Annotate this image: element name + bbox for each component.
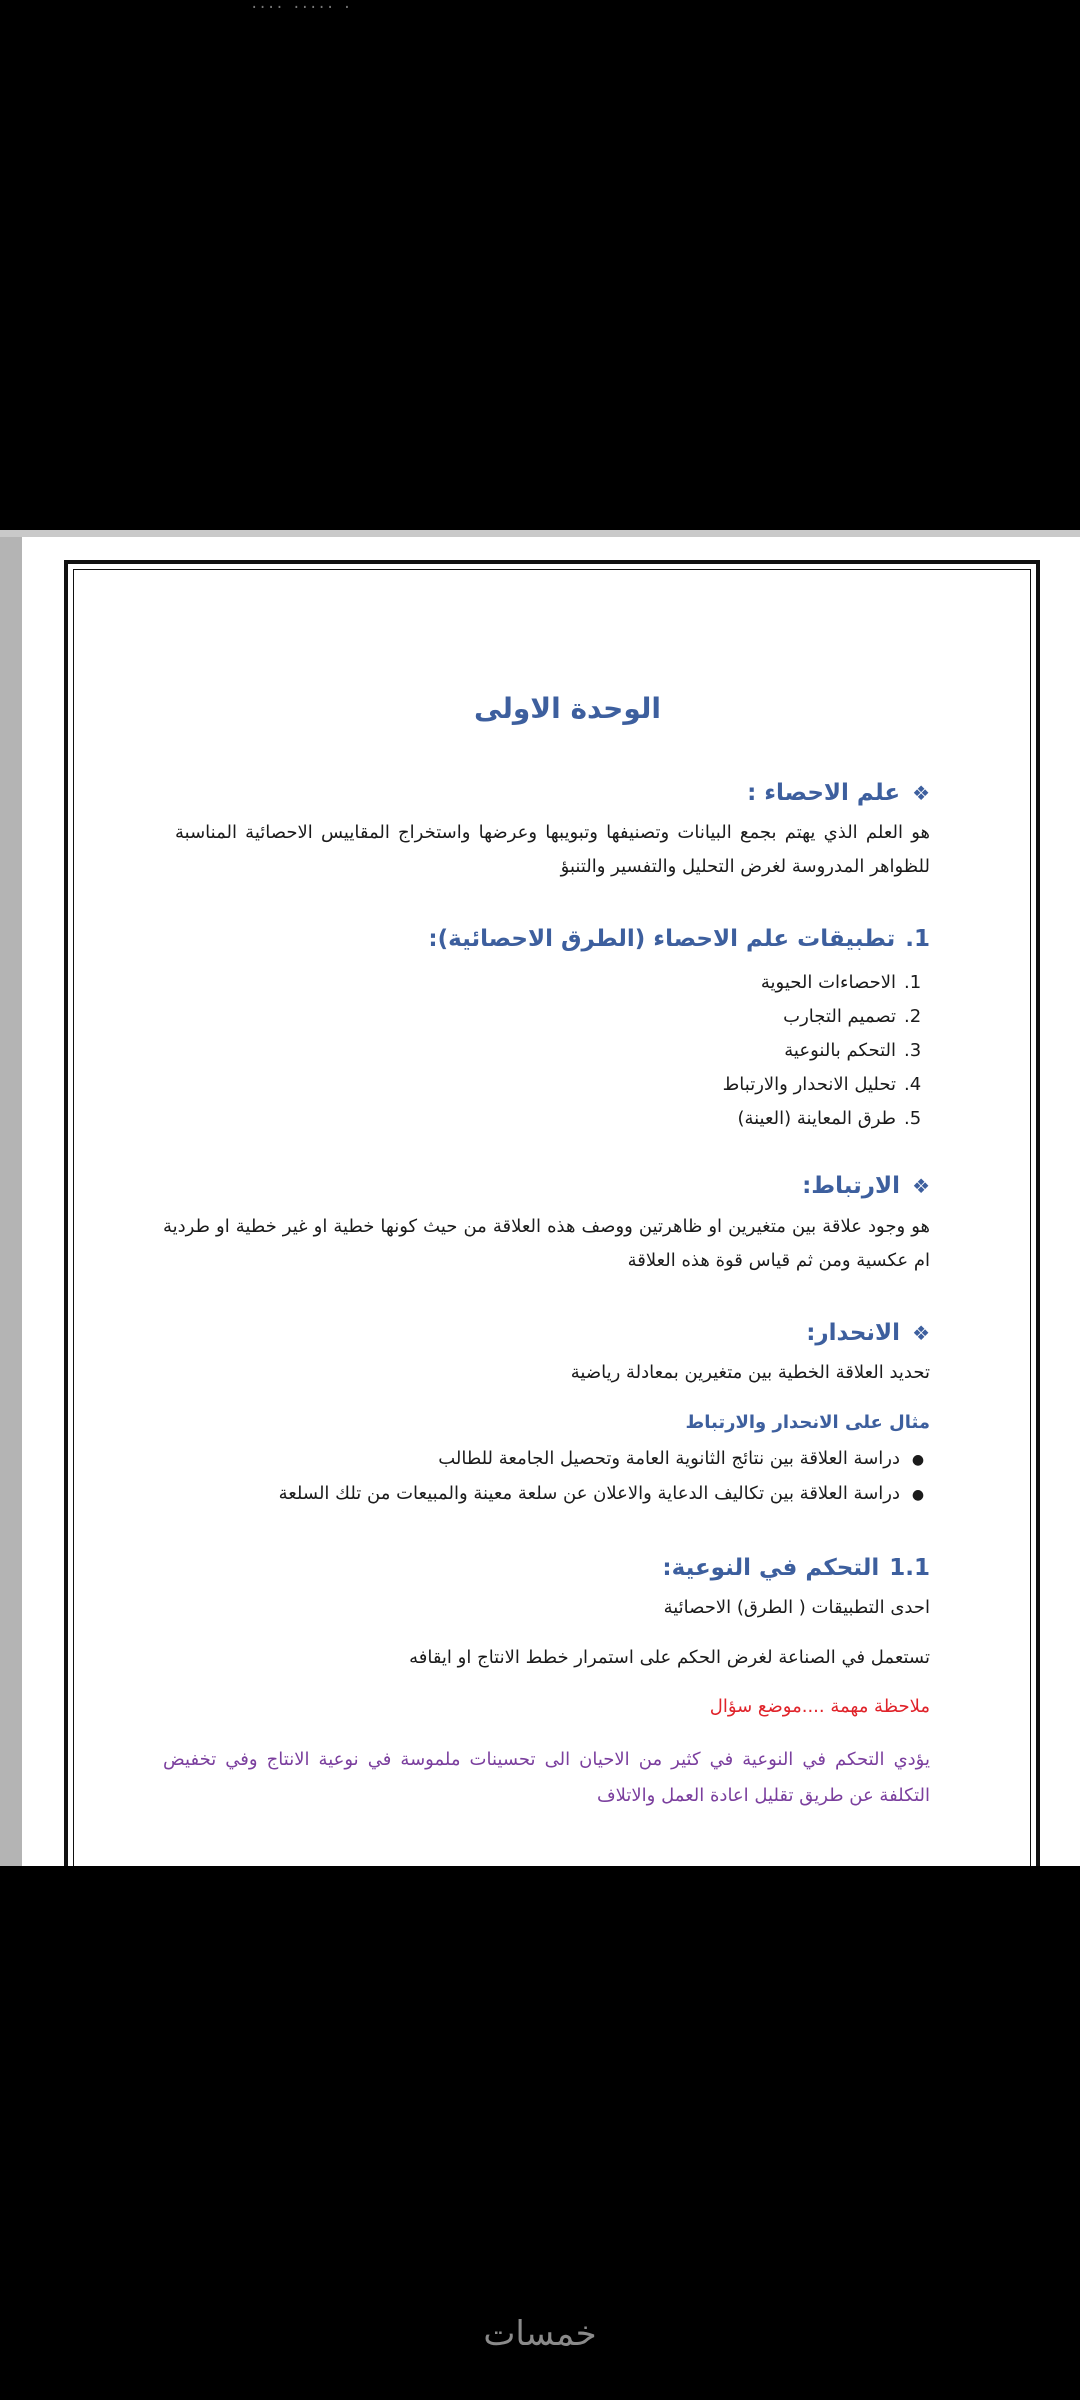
- heading-quality-control: 1.1التحكم في النوعية:: [662, 1555, 930, 1581]
- regression-definition: تحديد العلاقة الخطية بين متغيرين بمعادلة رياضية: [570, 1362, 930, 1383]
- list-item: ●دراسة العلاقة بين نتائج الثانوية العامة وتحصيل الجامعة للطالب: [279, 1442, 930, 1477]
- important-note: ملاحظة مهمة ....موضع سؤال: [709, 1696, 930, 1717]
- watermark-logo: خمسات: [483, 2314, 597, 2354]
- statistics-definition: هو العلم الذي يهتم بجمع البيانات وتصنيفها وتبويبها وعرضها واستخراج المقاييس الاحصائية المناسبة للظواهر المدروسة لغرض التحليل والتفسير والتنبؤ: [175, 822, 930, 877]
- viewer-top-edge: [0, 530, 1080, 537]
- applications-list: [723, 966, 930, 1136]
- document-viewer[interactable]: [0, 530, 1080, 1866]
- quality-control-highlight: يؤدي التحكم في النوعية في كثير من الاحيان الى تحسينات ملموسة في نوعية الانتاج وفي تخفيض التكلفة عن طريق تقليل اعادة العمل والاتلاف: [163, 1749, 930, 1806]
- bullet-icon: ●: [911, 1487, 925, 1503]
- quality-control-line1: احدى التطبيقات ( الطرق) الاحصائية: [663, 1597, 930, 1618]
- diamond-bullet-icon: ❖: [912, 1321, 930, 1345]
- list-item: 4.تحليل الانحدار والارتباط: [722, 1074, 922, 1095]
- bullet-icon: ●: [911, 1452, 925, 1468]
- heading-correlation: ❖الارتباط:: [802, 1173, 930, 1199]
- heading-statistics: ❖علم الاحصاء :: [747, 780, 930, 806]
- viewer-gutter: [0, 537, 22, 1866]
- list-item: ●دراسة العلاقة بين تكاليف الدعاية والاعلان عن سلعة معينة والمبيعات من تلك السلعة: [279, 1477, 930, 1512]
- examples-list: [279, 1442, 930, 1512]
- status-bar-fragment: .... ..... .: [250, 0, 352, 10]
- unit-title: الوحدة الاولى: [474, 692, 661, 725]
- diamond-bullet-icon: ❖: [912, 781, 930, 805]
- list-item: 5.طرق المعاينة (العينة): [737, 1108, 922, 1129]
- list-item: 3.التحكم بالنوعية: [784, 1040, 922, 1061]
- example-heading: مثال على الانحدار والارتباط: [685, 1412, 930, 1433]
- quality-control-line2: تستعمل في الصناعة لغرض الحكم على استمرار خطط الانتاج او ايقافه: [409, 1647, 930, 1668]
- correlation-definition: هو وجود علاقة بين متغيرين او ظاهرتين ووصف هذه العلاقة من حيث كونها خطية او غير خطية او طردية ام عكسية ومن ثم قياس قوة هذه العلاقة: [163, 1216, 930, 1271]
- list-item: 1.الاحصاءات الحيوية: [760, 972, 922, 993]
- list-item: 2.تصميم التجارب: [783, 1006, 922, 1027]
- heading-applications: 1.تطبيقات علم الاحصاء (الطرق الاحصائية):: [428, 926, 930, 952]
- heading-regression: ❖الانحدار:: [806, 1320, 930, 1346]
- diamond-bullet-icon: ❖: [912, 1174, 930, 1198]
